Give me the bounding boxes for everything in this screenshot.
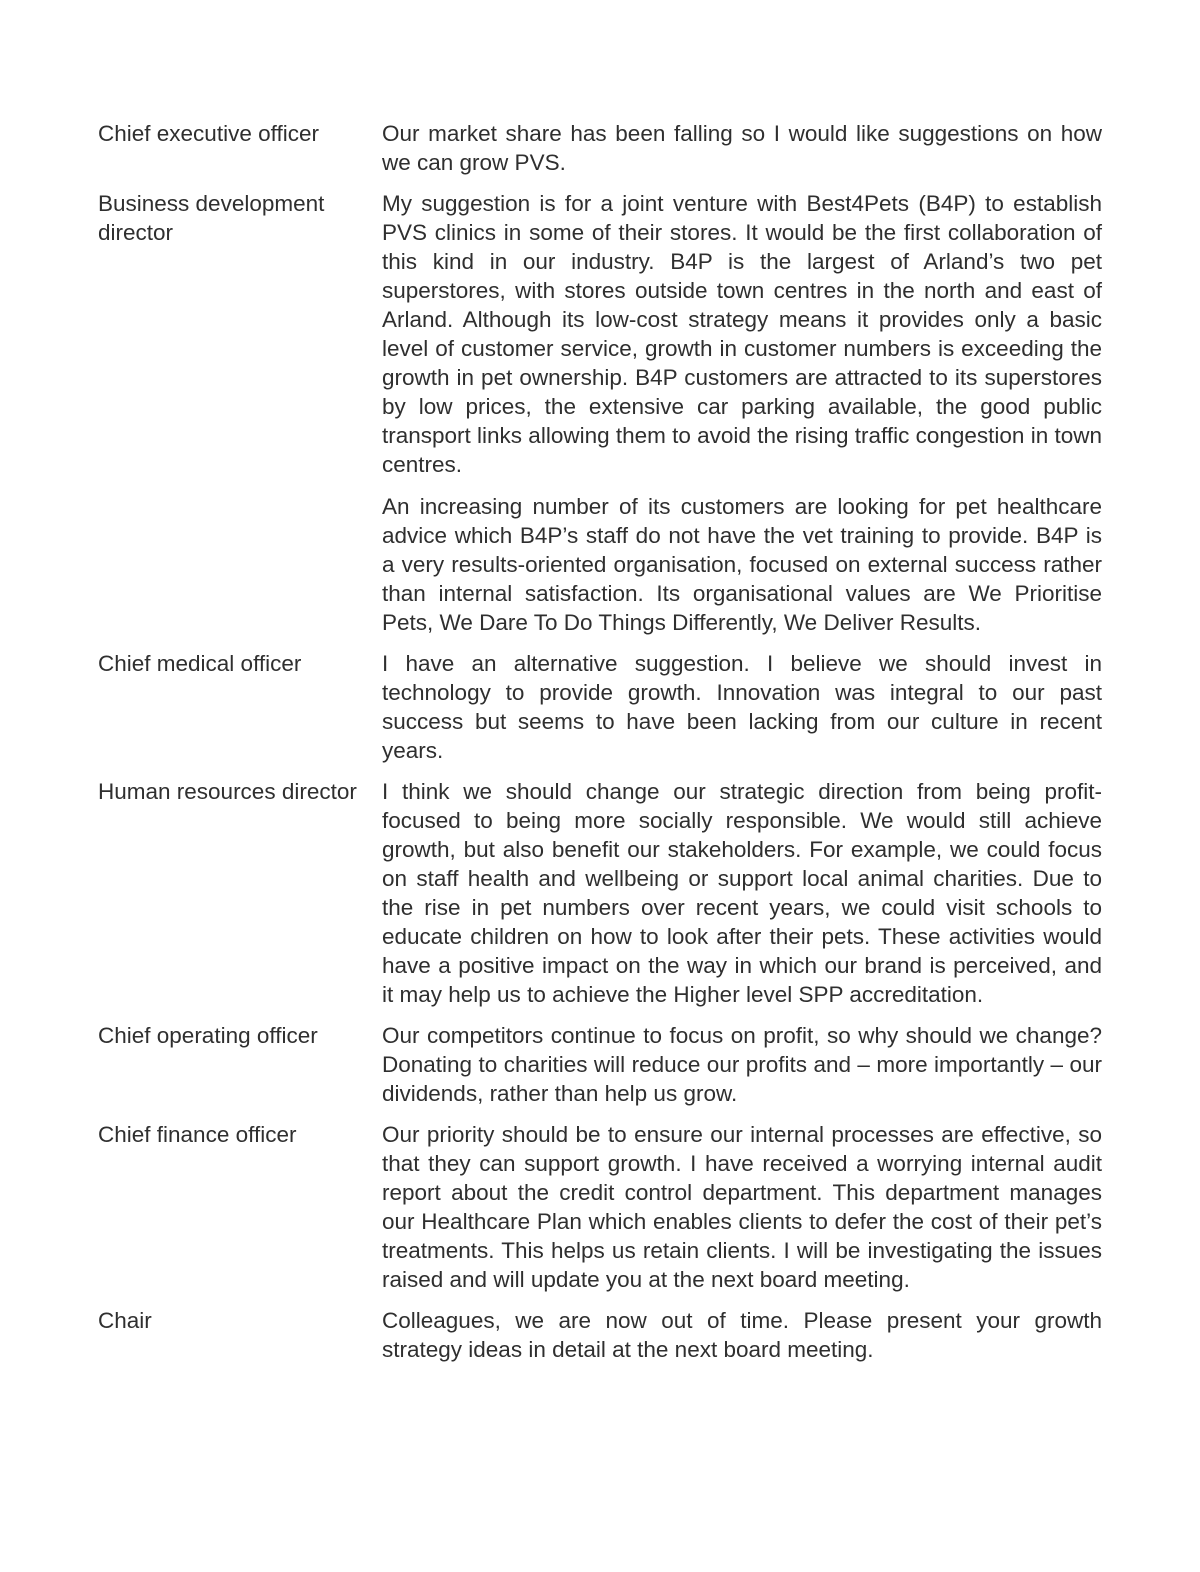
statement-paragraph: Our competitors continue to focus on profit, so why should we change? Donating to charities will reduce our profits and – more importantly – our dividends, rather than help us grow. [382, 1023, 1102, 1106]
statement-paragraph: Our market share has been falling so I would like suggestions on how we can grow PVS. [382, 121, 1102, 175]
statement-paragraph: Our priority should be to ensure our internal processes are effective, so that they can support growth. I have received a worrying internal audit report about the credit control department. This department manages our Healthcare Plan which enables clients to defer the cost of their pet’s treatments. This helps us retain clients. I will be investigating the issues raised and will update you at the next board meeting. [382, 1122, 1102, 1292]
statement-paragraph: I think we should change our strategic direction from being profit-focused to being more socially responsible. We would still achieve growth, but also benefit our stakeholders. For example, we could focus on staff health and wellbeing or support local animal charities. Due to the rise in pet numbers over recent years, we could visit schools to educate children on how to look after their pets. These activities would have a positive impact on the way in which our brand is perceived, and it may help us to achieve the Higher level SPP accreditation. [382, 779, 1102, 1007]
speaker-name: Chief operating officer [98, 1023, 318, 1048]
speaker-name: Chief medical officer [98, 651, 302, 676]
speaker-name: Chief finance officer [98, 1122, 297, 1147]
board-meeting-transcript [98, 119, 1102, 1376]
statement-paragraph: An increasing number of its customers are looking for pet healthcare advice which B4P’s staff do not have the vet training to provide. B4P is a very results-oriented organisation, focused on external success rather than internal satisfaction. Its organisational values are We Prioritise Pets, We Dare To Do Things Differently, We Deliver Results. [382, 494, 1102, 635]
speaker-name: Business development director [98, 191, 325, 245]
transcript-entry [98, 1120, 1102, 1294]
transcript-entry [98, 777, 1102, 1009]
speaker-name: Chief executive officer [98, 121, 319, 146]
speaker-statement [382, 1021, 1102, 1108]
transcript-entry [98, 1021, 1102, 1108]
speaker-statement [382, 1120, 1102, 1294]
speaker-statement [382, 777, 1102, 1009]
speaker-name: Chair [98, 1308, 152, 1333]
transcript-entry [98, 119, 1102, 177]
speaker-statement [382, 649, 1102, 765]
speaker-statement [382, 119, 1102, 177]
statement-paragraph: My suggestion is for a joint venture with Best4Pets (B4P) to establish PVS clinics in some of their stores. It would be the first collaboration of this kind in our industry. B4P is the largest of Arland’s two pet superstores, with stores outside town centres in the north and east of Arland. Although its low-cost strategy means it provides only a basic level of customer service, growth in customer numbers is exceeding the growth in pet ownership. B4P customers are attracted to its superstores by low prices, the extensive car parking available, the good public transport links allowing them to avoid the rising traffic congestion in town centres. [382, 191, 1102, 477]
transcript-entry [98, 1306, 1102, 1364]
transcript-entry [98, 649, 1102, 765]
speaker-statement [382, 189, 1102, 637]
transcript-entry [98, 189, 1102, 637]
statement-paragraph: I have an alternative suggestion. I believe we should invest in technology to provide growth. Innovation was integral to our past success but seems to have been lacking from our culture in recent years. [382, 651, 1102, 763]
speaker-name: Human resources director [98, 779, 357, 804]
speaker-statement [382, 1306, 1102, 1364]
statement-paragraph: Colleagues, we are now out of time. Please present your growth strategy ideas in detail at the next board meeting. [382, 1308, 1102, 1362]
